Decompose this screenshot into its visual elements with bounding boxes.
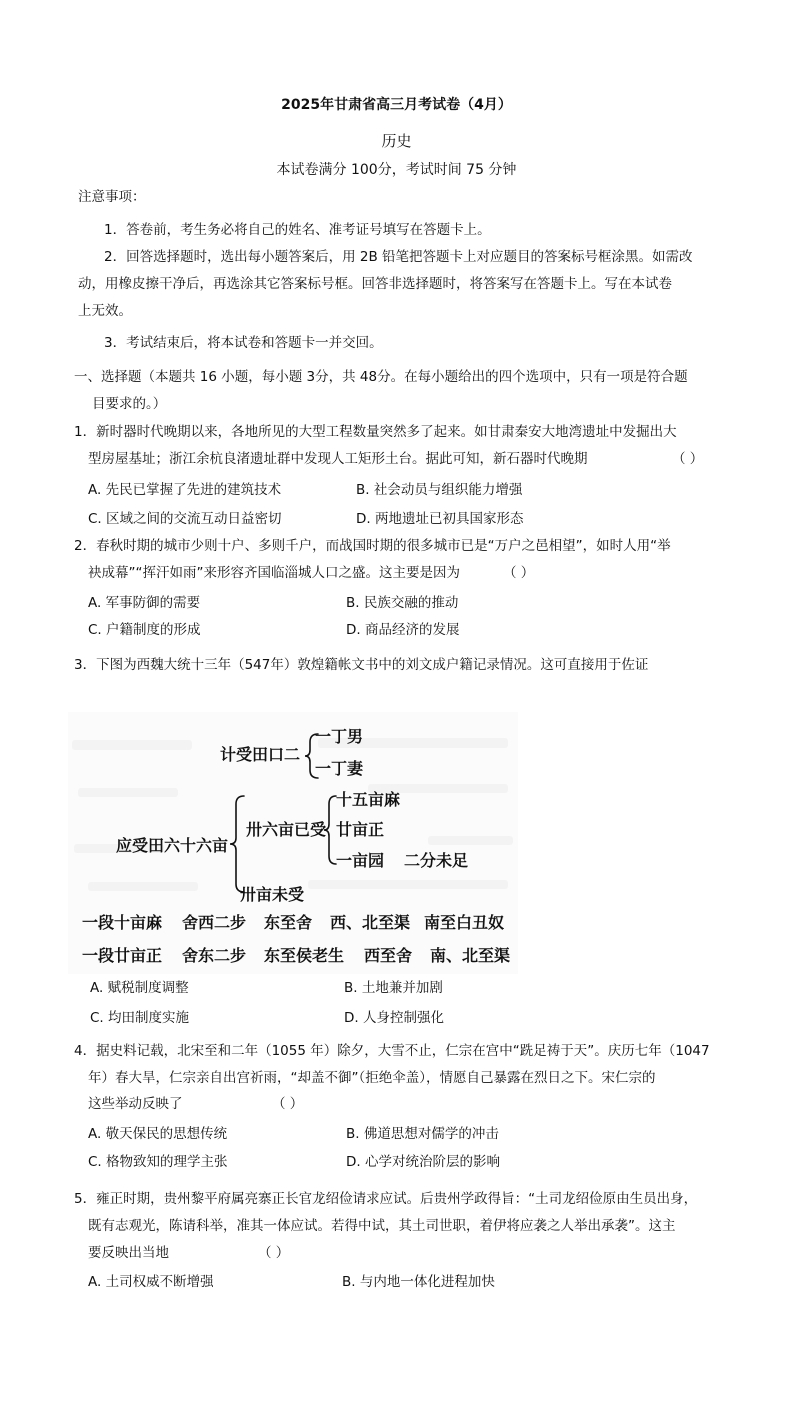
fig-plot-2-south-north: 南、北至渠 bbox=[430, 946, 511, 965]
q1-option-b: B. 社会动员与组织能力增强 bbox=[356, 482, 523, 498]
q2-option-a: A. 军事防御的需要 bbox=[88, 595, 201, 611]
q2-option-b: B. 民族交融的推动 bbox=[346, 595, 459, 611]
q4-stem-line-1: 4．据史料记载，北宋至和二年（1055 年）除夕，大雪不止，仁宗在宫中“跣足祷于天”。庆历七年（1047 bbox=[74, 1043, 710, 1059]
q4-answer-paren: （ ） bbox=[272, 1096, 304, 1112]
exam-info: 本试卷满分 100分，考试时间 75 分钟 bbox=[276, 162, 517, 178]
section-heading-line-2: 目要求的。） bbox=[92, 396, 167, 412]
q5-option-b: B. 与内地一体化进程加快 bbox=[342, 1274, 495, 1290]
q1-option-d: D. 两地遗址已初具国家形态 bbox=[356, 511, 524, 527]
note-1: 1．答卷前，考生务必将自己的姓名、准考证号填写在答题卡上。 bbox=[104, 222, 491, 238]
household-register-figure bbox=[68, 712, 518, 974]
fig-plot-2-west: 西至舍 bbox=[364, 946, 413, 965]
q4-option-c: C. 格物致知的理学主张 bbox=[88, 1154, 228, 1170]
fig-received-land: 卅六亩已受 bbox=[246, 820, 327, 839]
fig-hemp-land: 十五亩麻 bbox=[336, 790, 401, 809]
q5-stem-line-2: 既有志观光，陈请科举，准其一体应试。若得中试，其土司世职，着伊将应袭之人举出承袭”。这主 bbox=[88, 1218, 676, 1234]
exam-title: 2025年甘肃省高三月考试卷（4月） bbox=[281, 97, 512, 113]
q3-option-c: C. 均田制度实施 bbox=[90, 1010, 190, 1026]
note-2-line-1: 2．回答选择题时，选出每小题答案后，用 2B 铅笔把答题卡上对应题目的答案标号框涂黑。如需改 bbox=[104, 249, 693, 265]
fig-plot-1-location: 舍西二步 bbox=[182, 913, 247, 932]
notes-heading: 注意事项： bbox=[78, 189, 146, 205]
q3-option-d: D. 人身控制强化 bbox=[344, 1010, 444, 1026]
q3-option-b: B. 土地兼并加剧 bbox=[344, 980, 443, 996]
fig-plot-1-east: 东至舍 bbox=[264, 913, 313, 932]
q1-answer-paren: （ ） bbox=[672, 451, 704, 467]
note-2-line-2: 动，用橡皮擦干净后，再选涂其它答案标号框。回答非选择题时，将答案写在答题卡上。写在本试卷 bbox=[78, 276, 672, 292]
q2-option-d: D. 商品经济的发展 bbox=[346, 622, 460, 638]
fig-garden-land: 一亩园 bbox=[336, 851, 385, 870]
fig-adult-male: 一丁男 bbox=[315, 727, 364, 746]
fig-main-land: 廿亩正 bbox=[336, 820, 385, 839]
subject-title: 历史 bbox=[381, 132, 412, 150]
q3-option-a: A. 赋税制度调整 bbox=[90, 980, 189, 996]
fig-shortfall: 二分未足 bbox=[404, 851, 469, 870]
q4-stem-line-2: 年）春大旱，仁宗亲自出宫祈雨，“却盖不御”（拒绝伞盖），情愿自己暴露在烈日之下。宋仁宗的 bbox=[88, 1070, 656, 1086]
note-3: 3．考试结束后，将本试卷和答题卡一并交回。 bbox=[104, 335, 383, 351]
q4-option-d: D. 心学对统治阶层的影响 bbox=[346, 1154, 500, 1170]
section-heading-line-1: 一、选择题（本题共 16 小题，每小题 3分，共 48分。在每小题给出的四个选项中，只有一项是符合题 bbox=[74, 369, 688, 385]
q4-option-b: B. 佛道思想对儒学的冲击 bbox=[346, 1126, 499, 1142]
q4-option-a: A. 敬天保民的思想传统 bbox=[88, 1126, 228, 1142]
q4-stem-line-3: 这些举动反映了 bbox=[88, 1096, 183, 1112]
fig-due-land: 应受田六十六亩 bbox=[116, 836, 229, 855]
q2-stem-line-2: 袂成幕”“挥汗如雨”来形容齐国临淄城人口之盛。这主要是因为 bbox=[88, 565, 460, 581]
q5-option-a: A. 土司权威不断增强 bbox=[88, 1274, 214, 1290]
q5-stem-line-3: 要反映出当地 bbox=[88, 1245, 169, 1261]
q1-stem-line-2: 型房屋基址；浙江余杭良渚遗址群中发现人工矩形土台。据此可知，新石器时代晚期 bbox=[88, 451, 588, 467]
q1-stem-line-1: 1．新时器时代晚期以来，各地所见的大型工程数量突然多了起来。如甘肃秦安大地湾遗址中发掘出大 bbox=[74, 424, 677, 440]
fig-plot-1-name: 一段十亩麻 bbox=[82, 913, 163, 932]
fig-counted-land: 计受田口二 bbox=[220, 745, 301, 764]
q2-answer-paren: （ ） bbox=[503, 565, 535, 581]
fig-plot-1-west-north: 西、北至渠 bbox=[330, 913, 411, 932]
q2-option-c: C. 户籍制度的形成 bbox=[88, 622, 201, 638]
q1-option-c: C. 区域之间的交流互动日益密切 bbox=[88, 511, 282, 527]
fig-adult-wife: 一丁妻 bbox=[315, 759, 364, 778]
q3-stem-line-1: 3．下图为西魏大统十三年（547年）敦煌籍帐文书中的刘文成户籍记录情况。这可直接用于佐证 bbox=[74, 657, 649, 673]
note-2-line-3: 上无效。 bbox=[78, 303, 132, 319]
fig-plot-2-east: 东至侯老生 bbox=[264, 946, 345, 965]
fig-plot-2-location: 舍东二步 bbox=[182, 946, 247, 965]
q1-option-a: A. 先民已掌握了先进的建筑技术 bbox=[88, 482, 282, 498]
q5-stem-line-1: 5．雍正时期，贵州黎平府属亮寨正长官龙绍俭请求应试。后贵州学政得旨：“土司龙绍俭原由生员出身， bbox=[74, 1191, 698, 1207]
q2-stem-line-1: 2．春秋时期的城市少则十户、多则千户，而战国时期的很多城市已是“万户之邑相望”，如时人用“举 bbox=[74, 538, 671, 554]
fig-unreceived-land: 卅亩未受 bbox=[240, 885, 305, 904]
fig-plot-2-name: 一段廿亩正 bbox=[82, 946, 163, 965]
q5-answer-paren: （ ） bbox=[258, 1245, 290, 1261]
fig-plot-1-south: 南至白丑奴 bbox=[424, 913, 505, 932]
